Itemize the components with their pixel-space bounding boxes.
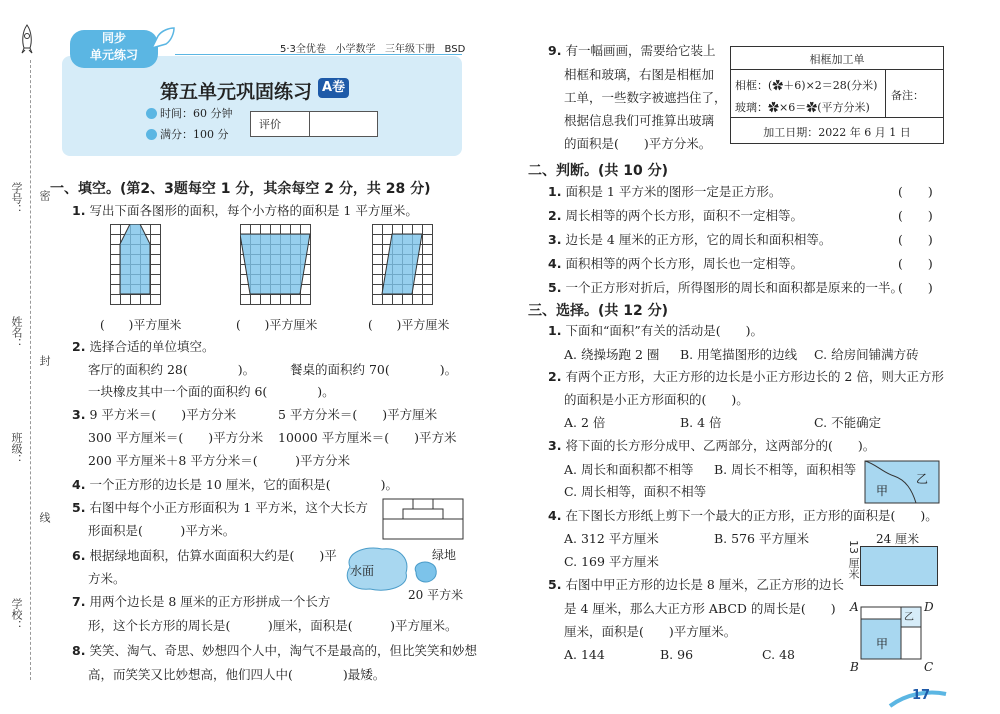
c4-option-a: A. 312 平方厘米 [564, 531, 659, 546]
q3-num: 3. [72, 407, 86, 422]
header-panel [62, 56, 462, 156]
eval-label: 评价 [259, 118, 281, 131]
score-label: 满分：100 分 [160, 128, 229, 141]
judge-2-text: 周长相等的两个长方形，面积不一定相等。 [565, 208, 803, 223]
c3-jia: 甲 [876, 484, 889, 498]
judge-3 [548, 231, 831, 248]
c1-option-c: C. 给房间铺满方砖 [814, 347, 919, 362]
unit-badge [70, 30, 158, 68]
c5-line2: 是 4 厘米，那么大正方形 ABCD 的周长是( ) [564, 601, 836, 616]
c2-num: 2. [548, 369, 562, 384]
order-glass: 玻璃：✿×6＝✿(平方分米) [735, 101, 870, 114]
c4-num: 4. [548, 508, 562, 523]
judge-1-paren[interactable]: ( ) [898, 184, 933, 199]
order-date: 加工日期：2022 年 6 月 1 日 [763, 126, 911, 139]
score-icon [146, 129, 157, 140]
c4-option-c: C. 169 平方厘米 [564, 554, 659, 569]
page-title: 第五单元巩固练习 [160, 81, 313, 103]
q7-line2: 形，这个长方形的周长是( )厘米，面积是( )平方厘米。 [88, 618, 458, 633]
binding-school: 学校： [10, 598, 23, 631]
c4-text: 在下图长方形纸上剪下一个最大的正方形，正方形的面积是( )。 [565, 508, 938, 523]
green-area-label: 20 平方米 [408, 588, 464, 602]
rocket-decor-icon [150, 26, 176, 50]
c2-line2: 的面积是小正方形面积的( )。 [564, 392, 749, 407]
q3-line1b: 5 平方分米＝( )平方厘米 [278, 407, 438, 422]
c1-text: 下面和“面积”有关的活动是( )。 [565, 323, 763, 338]
binding-name: 姓名： [10, 316, 23, 349]
q8-line2: 高，而笑笑又比妙想高，他们四人中( )最矮。 [88, 667, 386, 682]
judge-3-text: 边长是 4 厘米的正方形，它的周长和面积相等。 [565, 232, 832, 247]
c3-option-a: A. 周长和面积都不相等 [564, 462, 694, 477]
c4-width-label: 24 厘米 [876, 532, 920, 546]
title-badge: A卷 [318, 78, 349, 98]
c5-label-c: C [924, 660, 934, 674]
c2-option-b: B. 4 倍 [680, 415, 722, 430]
judge-5-paren[interactable]: ( ) [898, 280, 933, 295]
judge-1-num: 1. [548, 184, 562, 199]
figure-3-shape [372, 224, 433, 305]
judge-2-num: 2. [548, 208, 562, 223]
order-divider-bottom [731, 117, 943, 118]
q5-line1: 右图中每个小正方形面积为 1 平方米，这个大长方 [89, 500, 368, 515]
q4-num: 4. [72, 477, 86, 492]
c4-rectangle [860, 546, 938, 586]
judge-4-paren[interactable]: ( ) [898, 256, 933, 271]
q5-staircase-figure [382, 498, 464, 540]
judge-4 [548, 255, 803, 272]
frame-order-card [730, 46, 944, 144]
c4-height-label: 13 厘米 [847, 540, 860, 580]
order-divider-top [731, 69, 943, 70]
series-name: 5·3全优卷 [280, 44, 326, 55]
clock-icon [146, 108, 157, 119]
q3-line2a: 300 平方厘米＝( )平方分米 [88, 430, 264, 445]
q9-line2: 相框和玻璃，右图是相框加 [564, 67, 715, 82]
figure-1-shape [110, 224, 161, 305]
c3 [548, 437, 875, 454]
judge-5 [548, 279, 903, 296]
q6 [72, 547, 337, 564]
green-label: 绿地 [432, 548, 457, 562]
c3-num: 3. [548, 438, 562, 453]
binding-xian: 线 [38, 512, 51, 523]
judge-3-paren[interactable]: ( ) [898, 232, 933, 247]
binding-mi: 密 [38, 190, 51, 201]
q2 [72, 338, 214, 355]
header-meta [280, 40, 465, 55]
q3-line1a: 9 平方米＝( )平方分米 [89, 407, 237, 422]
judge-1 [548, 183, 781, 200]
q5-num: 5. [72, 500, 86, 515]
page-number: 17 [912, 688, 931, 703]
c5-label-b: B [850, 660, 859, 674]
q9-line3: 工单，一些数字被遮挡住了， [564, 90, 727, 105]
c5-label-a: A [850, 600, 859, 614]
time-label: 时间：60 分钟 [160, 107, 233, 120]
q9-line1: 有一幅画画，需要给它装上 [565, 43, 716, 58]
binding-class: 班级： [10, 432, 23, 465]
q1-answer-2: ( )平方厘米 [236, 318, 318, 332]
q4 [72, 476, 398, 493]
edition-name: BSD [444, 44, 466, 55]
judge-3-num: 3. [548, 232, 562, 247]
rocket-icon [20, 24, 34, 54]
binding-feng: 封 [38, 355, 51, 366]
subject-name: 小学数学 [335, 44, 376, 55]
binding-line [30, 60, 31, 680]
binding-number: 学号： [10, 182, 23, 215]
q7 [72, 593, 330, 610]
q3 [72, 406, 236, 423]
judge-2 [548, 207, 803, 224]
section-3-heading: 三、选择。(共 12 分) [528, 303, 669, 319]
q7-num: 7. [72, 594, 86, 609]
order-frame: 相框：(✿＋6)×2＝28(分米) [735, 79, 878, 92]
c5-jia: 甲 [876, 637, 889, 651]
c5-line1: 右图中甲正方形的边长是 8 厘米，乙正方形的边长 [565, 577, 844, 592]
header-rule [175, 54, 462, 55]
q2-text: 选择合适的单位填空。 [89, 339, 215, 354]
q2-line2: 一块橡皮其中一个面的面积约 6( )。 [88, 384, 335, 399]
c1 [548, 322, 763, 339]
q7-line1: 用两个边长是 8 厘米的正方形拼成一个长方 [89, 594, 331, 609]
c5-option-c: C. 48 [762, 647, 795, 662]
judge-4-num: 4. [548, 256, 562, 271]
judge-4-text: 面积相等的两个长方形，周长也一定相等。 [565, 256, 803, 271]
judge-5-num: 5. [548, 280, 562, 295]
q5 [72, 499, 368, 516]
q1-num: 1. [72, 203, 86, 218]
c4 [548, 507, 938, 524]
eval-box[interactable] [250, 111, 378, 137]
c3-option-c: C. 周长相等，面积不相等 [564, 484, 707, 499]
figure-2-shape [240, 224, 311, 305]
q2-num: 2. [72, 339, 86, 354]
q9-line5: 的面积是( )平方分米。 [564, 136, 712, 151]
section-1-heading: 一、填空。(第2、3题每空 1 分，其余每空 2 分，共 28 分) [50, 181, 431, 197]
q3-line3: 200 平方厘米＋8 平方分米＝( )平方分米 [88, 453, 351, 468]
c5-label-d: D [924, 600, 934, 614]
q8 [72, 642, 477, 659]
q8-line1: 笑笑、淘气、奇思、妙想四个人中，淘气不是最高的，但比笑笑和妙想 [89, 643, 477, 658]
c2-line1: 有两个正方形，大正方形的边长是小正方形边长的 2 倍，则大正方形 [565, 369, 944, 384]
c2-option-a: A. 2 倍 [564, 415, 606, 430]
judge-1-text: 面积是 1 平方米的图形一定是正方形。 [565, 184, 782, 199]
q1-text: 写出下面各图形的面积，每个小方格的面积是 1 平方厘米。 [89, 203, 418, 218]
eval-divider [309, 112, 310, 136]
c2-option-c: C. 不能确定 [814, 415, 882, 430]
q6-num: 6. [72, 548, 86, 563]
grade-name: 三年级下册 [385, 44, 435, 55]
c1-num: 1. [548, 323, 562, 338]
c5 [548, 576, 844, 593]
order-title: 相框加工单 [809, 53, 865, 66]
q6-line1: 根据绿地面积，估算水面面积大约是( )平 [89, 548, 337, 563]
q5-line2: 形面积是( )平方米。 [88, 523, 236, 538]
judge-5-text: 一个正方形对折后，所得图形的周长和面积都是原来的一半。 [565, 280, 903, 295]
c3-text: 将下面的长方形分成甲、乙两部分，这两部分的( )。 [565, 438, 876, 453]
c1-option-a: A. 绕操场跑 2 圈 [564, 347, 660, 362]
q1-answer-3: ( )平方厘米 [368, 318, 450, 332]
c3-yi: 乙 [916, 472, 929, 486]
c5-yi: 乙 [904, 612, 914, 623]
badge-line1: 同步 [101, 31, 126, 45]
c4-option-b: B. 576 平方厘米 [714, 531, 809, 546]
q2-line1b: 餐桌的面积约 70( )。 [290, 362, 458, 377]
q2-line1a: 客厅的面积约 28( )。 [88, 362, 256, 377]
c5-option-b: B. 96 [660, 647, 694, 662]
water-label: 水面 [350, 564, 375, 578]
q9 [548, 42, 715, 59]
judge-2-paren[interactable]: ( ) [898, 208, 933, 223]
q1 [72, 202, 418, 219]
q1-answer-1: ( )平方厘米 [100, 318, 182, 332]
c1-option-b: B. 用笔描图形的边线 [680, 347, 798, 362]
section-2-heading: 二、判断。(共 10 分) [528, 163, 669, 179]
q9-line4: 根据信息我们可推算出玻璃 [564, 113, 715, 128]
order-divider-v [885, 69, 886, 117]
q4-text: 一个正方形的边长是 10 厘米，它的面积是( )。 [89, 477, 399, 492]
c3-option-b: B. 周长不相等，面积相等 [714, 462, 857, 477]
c5-line3: 厘米，面积是( )平方厘米。 [564, 624, 737, 639]
c5-num: 5. [548, 577, 562, 592]
q6-line2: 方米。 [88, 571, 126, 586]
green-blob [412, 560, 438, 584]
order-note: 备注： [891, 89, 924, 102]
c2 [548, 368, 944, 385]
c5-option-a: A. 144 [564, 647, 605, 662]
q9-num: 9. [548, 43, 562, 58]
q8-num: 8. [72, 643, 86, 658]
q3-line2b: 10000 平方厘米＝( )平方米 [278, 430, 457, 445]
badge-line2: 单元练习 [89, 48, 138, 62]
